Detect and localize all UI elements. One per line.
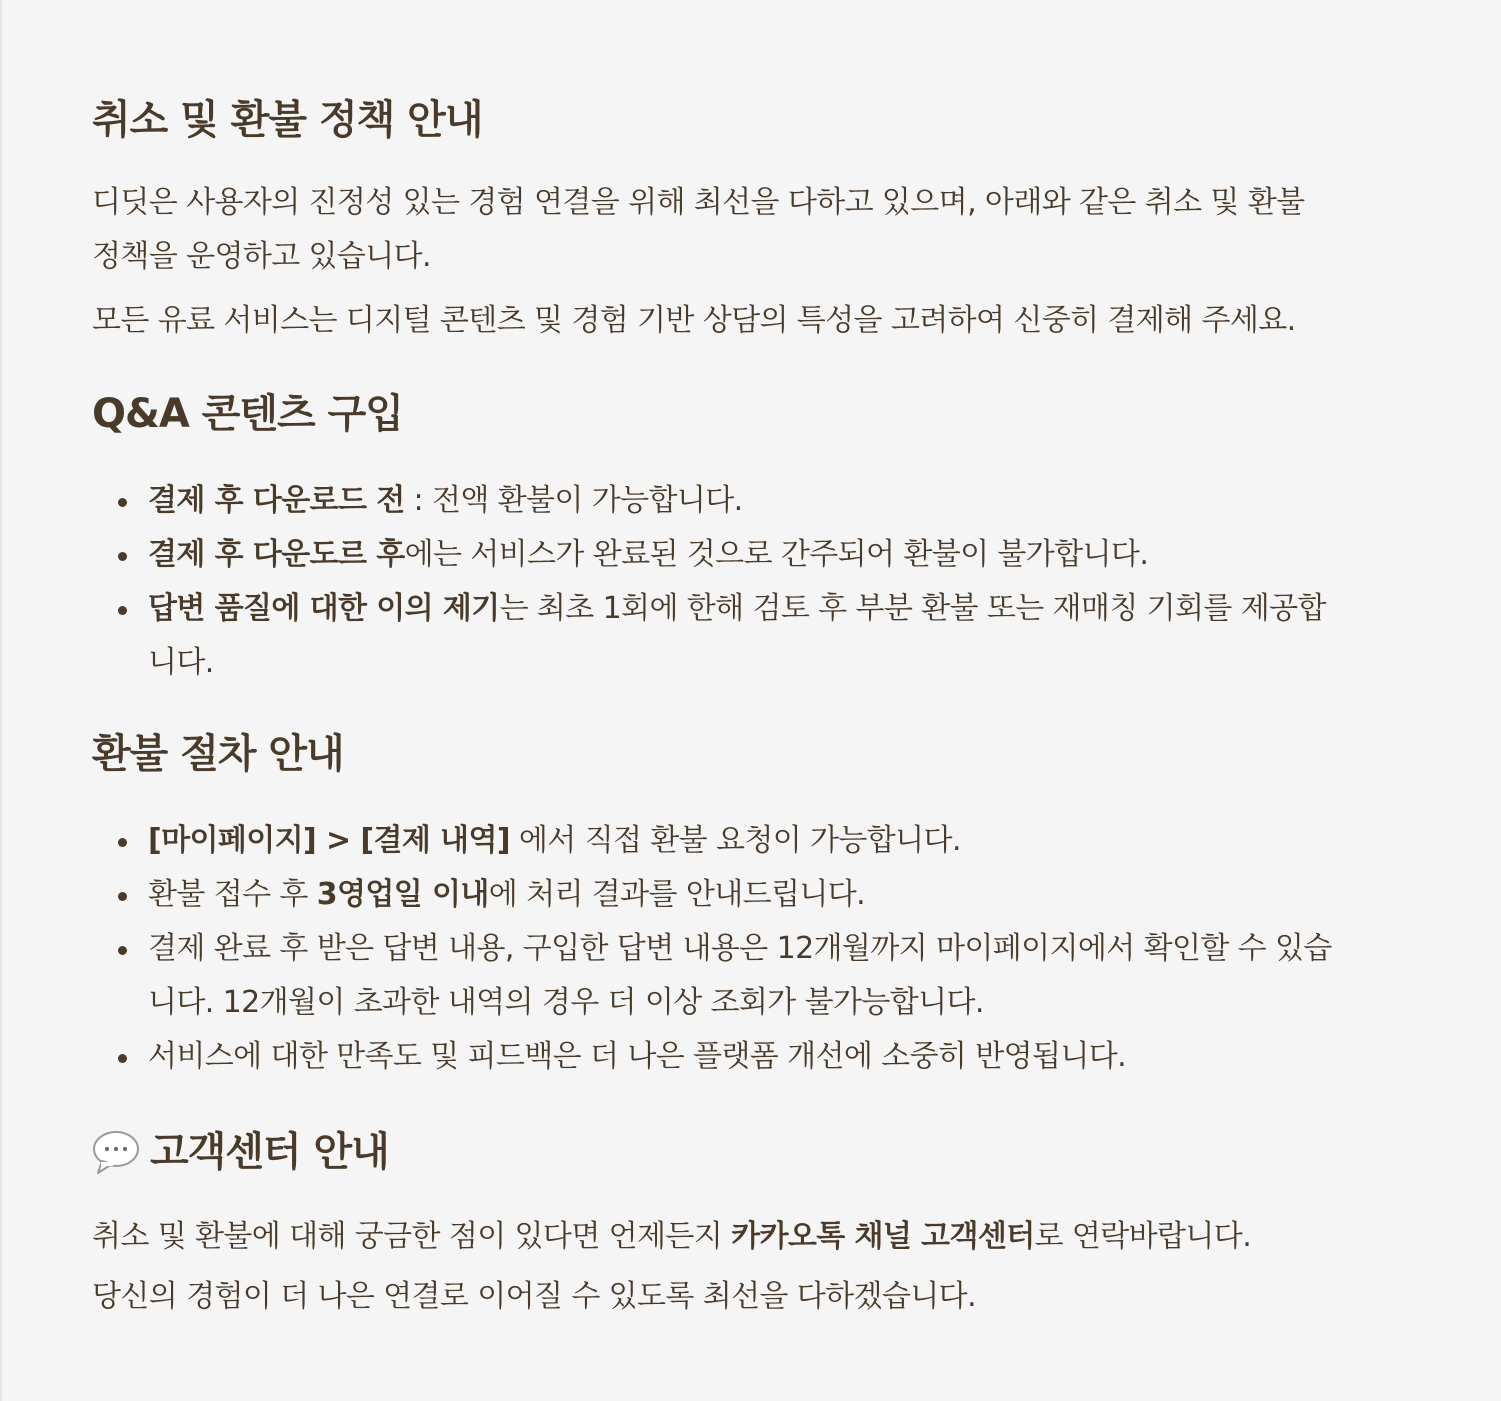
list-item-text: 니다. 12개월이 초과한 내역의 경우 더 이상 조회가 불가능합니다. (148, 985, 984, 1020)
refund-list (92, 814, 1411, 1084)
list-item-text: 에는 서비스가 완료된 것으로 간주되어 환불이 불가합니다. (404, 537, 1149, 572)
kakao-channel-label: 카카오톡 채널 고객센터 (731, 1219, 1035, 1254)
list-item (148, 474, 1411, 528)
list-item-text: 환불 접수 후 (148, 877, 317, 912)
list-item-bold: 답변 품질에 대한 이의 제기 (148, 591, 500, 626)
intro-line-2: 정책을 운영하고 있습니다. (92, 239, 431, 274)
list-item-bold: 결제 후 다운도르 후 (148, 537, 405, 572)
list-item-text: 에 처리 결과를 안내드립니다. (488, 877, 866, 912)
list-item-bold: 3영업일 이내 (316, 877, 489, 912)
list-item (148, 814, 1411, 868)
speech-bubble-icon (92, 1129, 142, 1175)
list-item-text: 서비스에 대한 만족도 및 피드백은 더 나은 플랫폼 개선에 소중히 반영됩니다. (148, 1039, 1127, 1074)
list-item-text: 니다. (148, 645, 214, 680)
section-title-refund: 환불 절차 안내 (92, 731, 344, 777)
qa-list (92, 474, 1411, 690)
list-item-text: 결제 완료 후 받은 답변 내용, 구입한 답변 내용은 12개월까지 마이페이지에서 확인할 수 있습 (148, 931, 1332, 966)
list-item-bold: [마이페이지] > [결제 내역] (148, 823, 510, 858)
intro-line-1: 디딧은 사용자의 진정성 있는 경험 연결을 위해 최선을 다하고 있으며, 아래와 같은 취소 및 환불 (92, 185, 1305, 220)
list-item (148, 582, 1411, 690)
section-title-qa: Q&A 콘텐츠 구입 (92, 391, 403, 437)
closing-paragraph: 당신의 경험이 더 나은 연결로 이어질 수 있도록 최선을 다하겠습니다. (92, 1279, 977, 1314)
support-title: 고객센터 안내 (150, 1129, 389, 1175)
list-item-text: 에서 직접 환불 요청이 가능합니다. (509, 823, 961, 858)
list-item (148, 528, 1411, 582)
page-title: 취소 및 환불 정책 안내 (92, 97, 483, 143)
list-item-bold: 결제 후 다운로드 전 (148, 483, 405, 518)
support-text: 로 연락바랍니다. (1034, 1219, 1252, 1254)
section-title-support (92, 1124, 1411, 1180)
list-item (148, 1030, 1411, 1084)
payment-notice: 모든 유료 서비스는 디지털 콘텐츠 및 경험 기반 상담의 특성을 고려하여 신중히 결제해 주세요. (92, 303, 1296, 338)
list-item (148, 922, 1411, 1030)
list-item-text: : 전액 환불이 가능합니다. (404, 483, 743, 518)
list-item (148, 868, 1411, 922)
support-paragraph (92, 1210, 1411, 1264)
support-text: 취소 및 환불에 대해 궁금한 점이 있다면 언제든지 (92, 1219, 732, 1254)
intro-paragraph (92, 176, 1411, 284)
list-item-text: 는 최초 1회에 한해 검토 후 부분 환불 또는 재매칭 기회를 제공합 (499, 591, 1326, 626)
